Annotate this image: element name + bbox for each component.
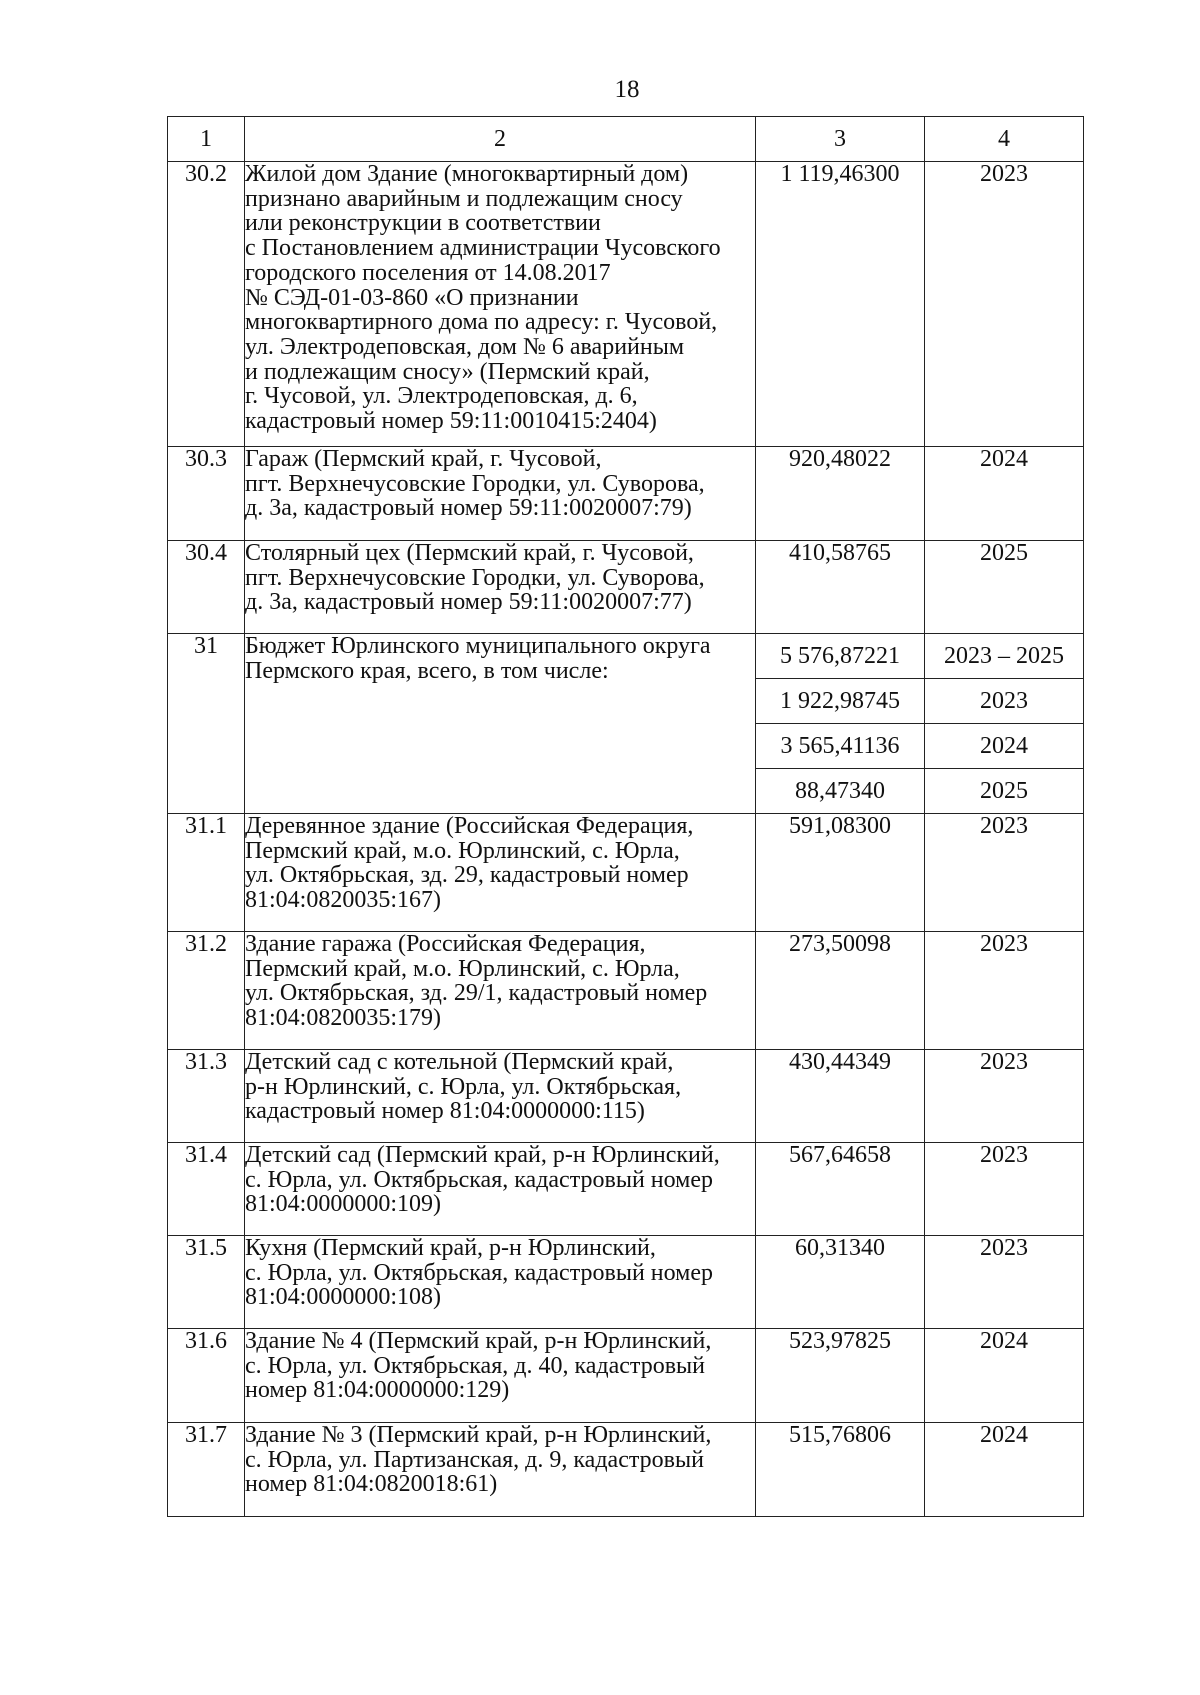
row-year: 2023 (925, 1143, 1084, 1236)
objects-table (167, 116, 1084, 1517)
row-year: 2024 (925, 1329, 1084, 1423)
row-year: 2025 (925, 541, 1084, 634)
budget-value: 88,47340 (756, 769, 925, 814)
row-number: 31.2 (168, 932, 245, 1050)
table-header-row (168, 117, 1084, 162)
row-description: Жилой дом Здание (многоквартирный дом) признано аварийным и подлежащим сносу или реконструкции в соответствии с Постановлением администрации Чусовского городского поселения от 14.08.2017 № СЭД-01-03-860 «О признании многоквартирного дома по адресу: г. Чусовой, ул. Электродеповская, дом № 6 аварийным и подлежащим сносу» (Пермский край, г. Чусовой, ул. Электродеповская, д. 6, кадастровый номер 59:11:0010415:2404) (245, 162, 756, 447)
row-value: 273,50098 (756, 932, 925, 1050)
row-number: 30.4 (168, 541, 245, 634)
budget-year: 2025 (925, 769, 1084, 814)
row-year: 2024 (925, 1423, 1084, 1517)
budget-row (168, 634, 1084, 679)
row-number: 30.3 (168, 447, 245, 541)
table-row (168, 447, 1084, 541)
row-number: 31.7 (168, 1423, 245, 1517)
row-value: 1 119,46300 (756, 162, 925, 447)
row-description: Гараж (Пермский край, г. Чусовой, пгт. Верхнечусовские Городки, ул. Суворова, д. 3а, кадастровый номер 59:11:0020007:79) (245, 447, 756, 541)
row-description: Здание гаража (Российская Федерация, Пермский край, м.о. Юрлинский, с. Юрла, ул. Октябрьская, зд. 29/1, кадастровый номер 81:04:0820035:179) (245, 932, 756, 1050)
row-number: 31.6 (168, 1329, 245, 1423)
row-description: Здание № 4 (Пермский край, р-н Юрлинский, с. Юрла, ул. Октябрьская, д. 40, кадастровый номер 81:04:0000000:129) (245, 1329, 756, 1423)
budget-value: 3 565,41136 (756, 724, 925, 769)
row-description: Детский сад с котельной (Пермский край, р-н Юрлинский, с. Юрла, ул. Октябрьская, кадастровый номер 81:04:0000000:115) (245, 1050, 756, 1143)
table-row (168, 541, 1084, 634)
row-year: 2023 (925, 162, 1084, 447)
row-description: Здание № 3 (Пермский край, р-н Юрлинский, с. Юрла, ул. Партизанская, д. 9, кадастровый номер 81:04:0820018:61) (245, 1423, 756, 1517)
row-number: 31.5 (168, 1236, 245, 1329)
row-number: 30.2 (168, 162, 245, 447)
row-value: 591,08300 (756, 814, 925, 932)
row-number: 31.4 (168, 1143, 245, 1236)
row-value: 515,76806 (756, 1423, 925, 1517)
column-header-2: 2 (245, 117, 756, 162)
table-row (168, 814, 1084, 932)
row-value: 567,64658 (756, 1143, 925, 1236)
table-row (168, 1236, 1084, 1329)
table-row (168, 1143, 1084, 1236)
row-year: 2023 (925, 932, 1084, 1050)
table-row (168, 1050, 1084, 1143)
budget-year: 2024 (925, 724, 1084, 769)
budget-year: 2023 (925, 679, 1084, 724)
row-year: 2024 (925, 447, 1084, 541)
row-number: 31 (168, 634, 245, 814)
budget-value: 1 922,98745 (756, 679, 925, 724)
table-row (168, 1423, 1084, 1517)
row-year: 2023 (925, 1236, 1084, 1329)
table-row (168, 162, 1084, 447)
row-year: 2023 (925, 814, 1084, 932)
row-description: Деревянное здание (Российская Федерация, Пермский край, м.о. Юрлинский, с. Юрла, ул. Октябрьская, зд. 29, кадастровый номер 81:04:0820035:167) (245, 814, 756, 932)
page-number: 18 (614, 76, 640, 103)
row-description: Столярный цех (Пермский край, г. Чусовой, пгт. Верхнечусовские Городки, ул. Суворова, д. 3а, кадастровый номер 59:11:0020007:77) (245, 541, 756, 634)
row-value: 430,44349 (756, 1050, 925, 1143)
budget-total-value: 5 576,87221 (756, 634, 925, 679)
row-description: Бюджет Юрлинского муниципального округа Пермского края, всего, в том числе: (245, 634, 756, 814)
row-value: 920,48022 (756, 447, 925, 541)
column-header-3: 3 (756, 117, 925, 162)
row-number: 31.1 (168, 814, 245, 932)
row-value: 523,97825 (756, 1329, 925, 1423)
column-header-1: 1 (168, 117, 245, 162)
budget-total-year: 2023 – 2025 (925, 634, 1084, 679)
row-description: Кухня (Пермский край, р-н Юрлинский, с. Юрла, ул. Октябрьская, кадастровый номер 81:04:0000000:108) (245, 1236, 756, 1329)
table-row (168, 1329, 1084, 1423)
table-row (168, 932, 1084, 1050)
row-year: 2023 (925, 1050, 1084, 1143)
column-header-4: 4 (925, 117, 1084, 162)
row-description: Детский сад (Пермский край, р-н Юрлинский, с. Юрла, ул. Октябрьская, кадастровый номер 81:04:0000000:109) (245, 1143, 756, 1236)
row-value: 410,58765 (756, 541, 925, 634)
row-number: 31.3 (168, 1050, 245, 1143)
row-value: 60,31340 (756, 1236, 925, 1329)
